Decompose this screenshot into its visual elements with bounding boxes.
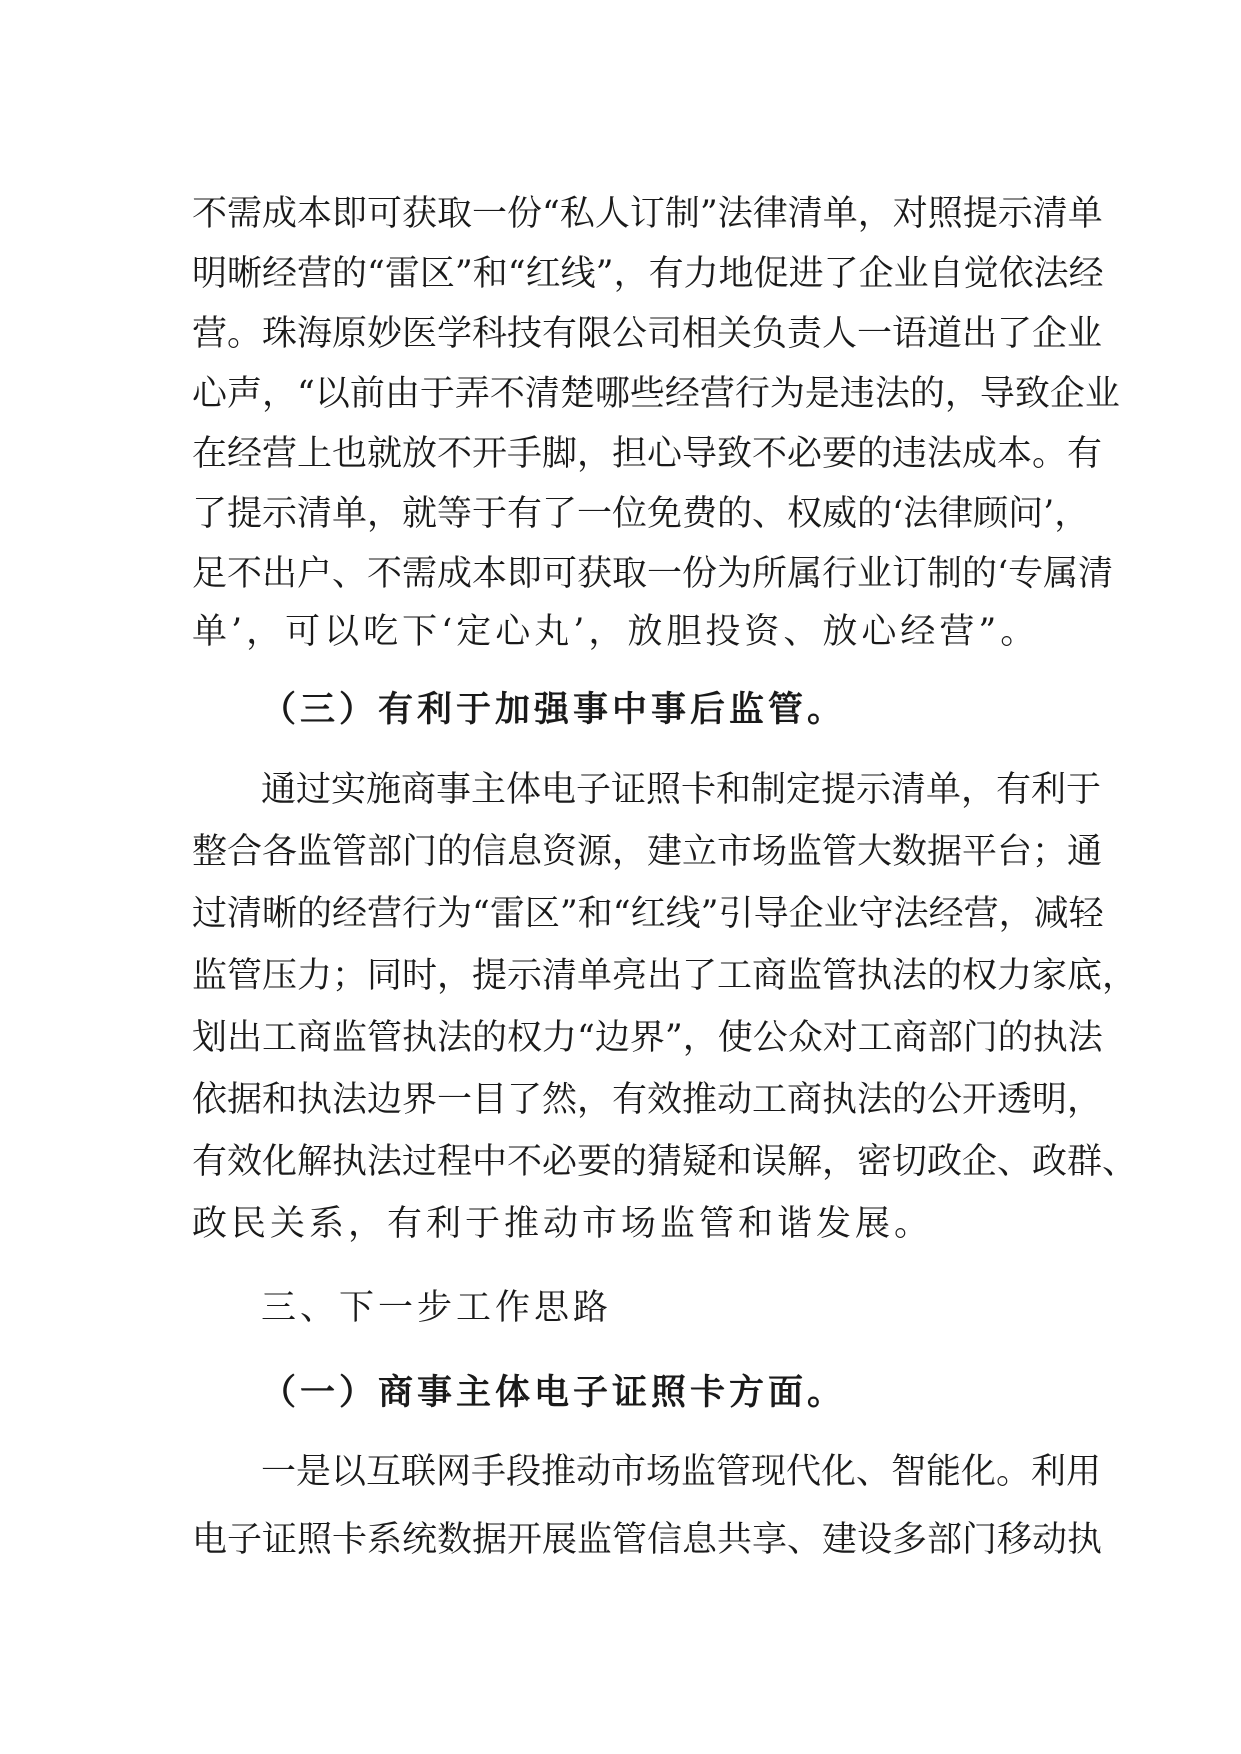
paragraph-line: 依据和执法边界一目了然，有效推动工商执法的公开透明， (192, 1080, 1103, 1120)
paragraph-line: 整合各监管部门的信息资源，建立市场监管大数据平台；通 (192, 832, 1103, 872)
paragraph-line: 监管压力；同时，提示清单亮出了工商监管执法的权力家底， (192, 956, 1138, 996)
paragraph-line: 了提示清单，就等于有了一位免费的、权威的‘法律顾问’， (192, 494, 1090, 534)
paragraph-line: 不需成本即可获取一份“私人订制”法律清单，对照提示清单 (192, 194, 1103, 234)
paragraph-line: 明晰经营的“雷区”和“红线”，有力地促进了企业自觉依法经 (192, 254, 1104, 294)
paragraph-line: 划出工商监管执法的权力“边界”，使公众对工商部门的执法 (192, 1018, 1103, 1058)
section-heading: （一）商事主体电子证照卡方面。 (261, 1372, 847, 1413)
paragraph-line: 单’，可以吃下‘定心丸’，放胆投资、放心经营”。 (192, 612, 1040, 652)
paragraph-line: 电子证照卡系统数据开展监管信息共享、建设多部门移动执 (192, 1520, 1103, 1560)
paragraph-line: 在经营上也就放不开手脚，担心导致不必要的违法成本。有 (192, 434, 1103, 474)
paragraph-line: 心声，“以前由于弄不清楚哪些经营行为是违法的，导致企业 (192, 374, 1120, 414)
paragraph-line: 一是以互联网手段推动市场监管现代化、智能化。利用 (261, 1452, 1102, 1492)
paragraph-line: 通过实施商事主体电子证照卡和制定提示清单，有利于 (261, 770, 1102, 810)
section-title: 三、下一步工作思路 (261, 1288, 613, 1328)
paragraph-line: 营。珠海原妙医学科技有限公司相关负责人一语道出了企业 (192, 314, 1103, 354)
paragraph-line: 足不出户、不需成本即可获取一份为所属行业订制的‘专属清 (192, 554, 1114, 594)
paragraph-line: 过清晰的经营行为“雷区”和“红线”引导企业守法经营，减轻 (192, 894, 1104, 934)
paragraph-line: 有效化解执法过程中不必要的猜疑和误解，密切政企、政群、 (192, 1142, 1138, 1182)
section-heading: （三）有利于加强事中事后监管。 (261, 689, 847, 730)
paragraph-line: 政民关系，有利于推动市场监管和谐发展。 (192, 1204, 934, 1244)
